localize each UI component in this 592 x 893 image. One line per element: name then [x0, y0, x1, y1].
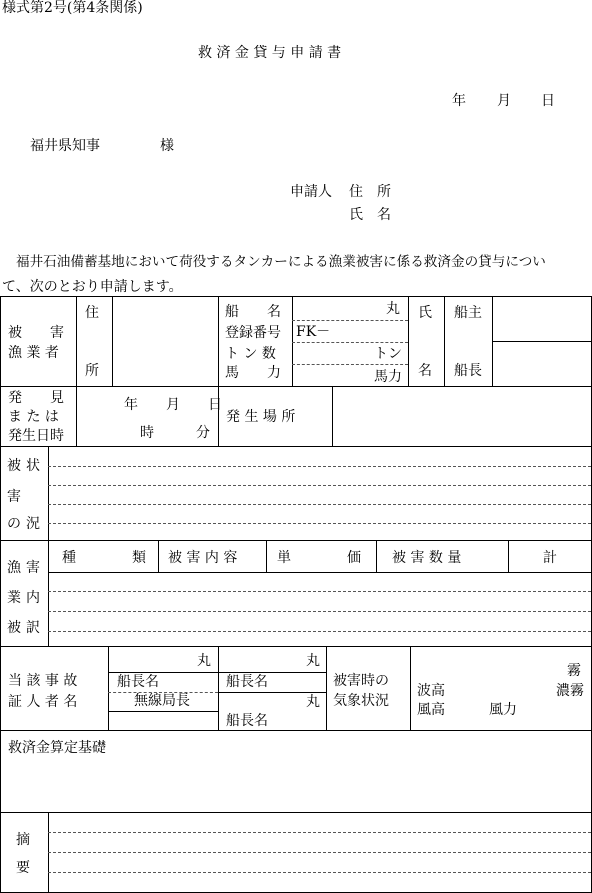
name-label-2: 名 [418, 363, 432, 379]
breakdown-line[interactable] [48, 631, 591, 632]
applicant-label: 申請人 [290, 184, 332, 200]
weather-dense-fog: 濃霧 [556, 683, 584, 699]
body-text-line-2: て、次のとおり申請します。 [2, 279, 183, 295]
address-field[interactable] [118, 302, 212, 380]
remarks-line[interactable] [48, 832, 591, 833]
date-year: 年 [452, 93, 466, 109]
calculation-basis-label: 救済金算定基礎 [8, 740, 106, 756]
addressee-honorific: 様 [160, 138, 174, 154]
remarks-line[interactable] [48, 872, 591, 873]
breakdown-line[interactable] [48, 591, 591, 592]
horsepower-label: 馬 力 [225, 365, 281, 381]
body-text-line-1: 福井石油備蓄基地において荷役するタンカーによる漁業被害に係る救済金の貸与につい [16, 254, 546, 270]
name-label-1: 氏 [418, 305, 432, 321]
breakdown-label-6: 訳 [26, 620, 40, 636]
address-label-1: 住 [85, 305, 99, 321]
breakdown-label-1: 漁 [7, 560, 21, 576]
damage-label-2: 状 [26, 458, 40, 474]
witness-1-captain-name: 船長名 [117, 674, 159, 690]
remarks-label-2: 要 [16, 860, 30, 876]
breakdown-label-3: 業 [7, 590, 21, 606]
damage-line[interactable] [48, 485, 591, 486]
registration-number-prefix: FK－ [296, 324, 331, 340]
ship-name-label: 船 名 [225, 304, 281, 320]
captain-field[interactable] [496, 345, 588, 383]
occurrence-place-label: 発 生 場 所 [226, 409, 296, 425]
weather-fog: 霧 [567, 663, 581, 679]
witness-label-1: 当 該 事 故 [8, 673, 78, 689]
date-month: 月 [497, 93, 511, 109]
breakdown-label-5: 被 [7, 620, 21, 636]
form-number: 様式第2号(第4条関係) [2, 0, 143, 16]
victim-label-2: 漁 業 者 [8, 345, 59, 361]
weather-wind-force: 風力 [489, 702, 517, 718]
calculation-basis-field[interactable] [8, 762, 586, 808]
date-day: 日 [541, 93, 555, 109]
occurrence-time: 時 分 [140, 425, 210, 441]
damage-line[interactable] [48, 504, 591, 505]
column-total: 計 [543, 550, 557, 566]
registration-number-label: 登録番号 [225, 325, 281, 341]
column-kind: 種 類 [62, 550, 146, 566]
applicant-address-label: 住 所 [349, 184, 391, 200]
address-label-2: 所 [85, 363, 99, 379]
damage-label-3: 害 [7, 489, 21, 505]
weather-label-1: 被害時の [333, 673, 389, 689]
ship-name-maru-suffix: 丸 [386, 301, 400, 317]
tonnage-label: ト ン 数 [225, 346, 276, 362]
occurrence-place-field[interactable] [336, 390, 588, 442]
weather-wind-height: 風高 [417, 702, 445, 718]
remarks-line[interactable] [48, 852, 591, 853]
column-unit-price: 単 価 [277, 550, 361, 566]
weather-wave-height: 波高 [417, 683, 445, 699]
ship-owner-field[interactable] [496, 300, 588, 338]
captain-label: 船長 [454, 363, 482, 379]
tonnage-unit: トン [374, 346, 402, 362]
occurrence-date: 年 月 日 [124, 397, 222, 413]
witness-1-maru: 丸 [197, 653, 211, 669]
breakdown-label-2: 害 [26, 560, 40, 576]
horsepower-unit: 馬力 [374, 369, 402, 385]
applicant-name-label: 氏 名 [349, 207, 391, 223]
breakdown-line[interactable] [48, 611, 591, 612]
breakdown-label-4: 内 [26, 590, 40, 606]
ship-owner-label: 船主 [454, 305, 482, 321]
column-damage-quantity: 被 害 数 量 [392, 550, 462, 566]
victim-label-1: 被 害 [8, 325, 64, 341]
column-damage-content: 被 害 内 容 [168, 550, 238, 566]
remarks-label-1: 摘 [16, 832, 30, 848]
damage-label-5: 況 [26, 516, 40, 532]
weather-label-2: 気象状況 [333, 693, 389, 709]
damage-label-1: 被 [7, 458, 21, 474]
witness-label-2: 証 人 者 名 [8, 694, 78, 710]
found-label-1: 発 見 [8, 390, 64, 406]
witness-3-maru: 丸 [306, 694, 320, 710]
damage-line[interactable] [48, 466, 591, 467]
witness-2-maru: 丸 [306, 653, 320, 669]
witness-2-captain-name: 船長名 [226, 674, 268, 690]
witness-1-radio-chief: 無線局長 [134, 693, 190, 709]
witness-3-captain-name: 船長名 [226, 713, 268, 729]
document-title: 救 済 金 貸 与 申 請 書 [198, 45, 342, 61]
damage-label-4: の [7, 516, 21, 532]
found-label-2: ま た は [8, 409, 59, 425]
found-label-3: 発生日時 [8, 428, 64, 444]
addressee: 福井県知事 [30, 138, 100, 154]
damage-line[interactable] [48, 523, 591, 524]
